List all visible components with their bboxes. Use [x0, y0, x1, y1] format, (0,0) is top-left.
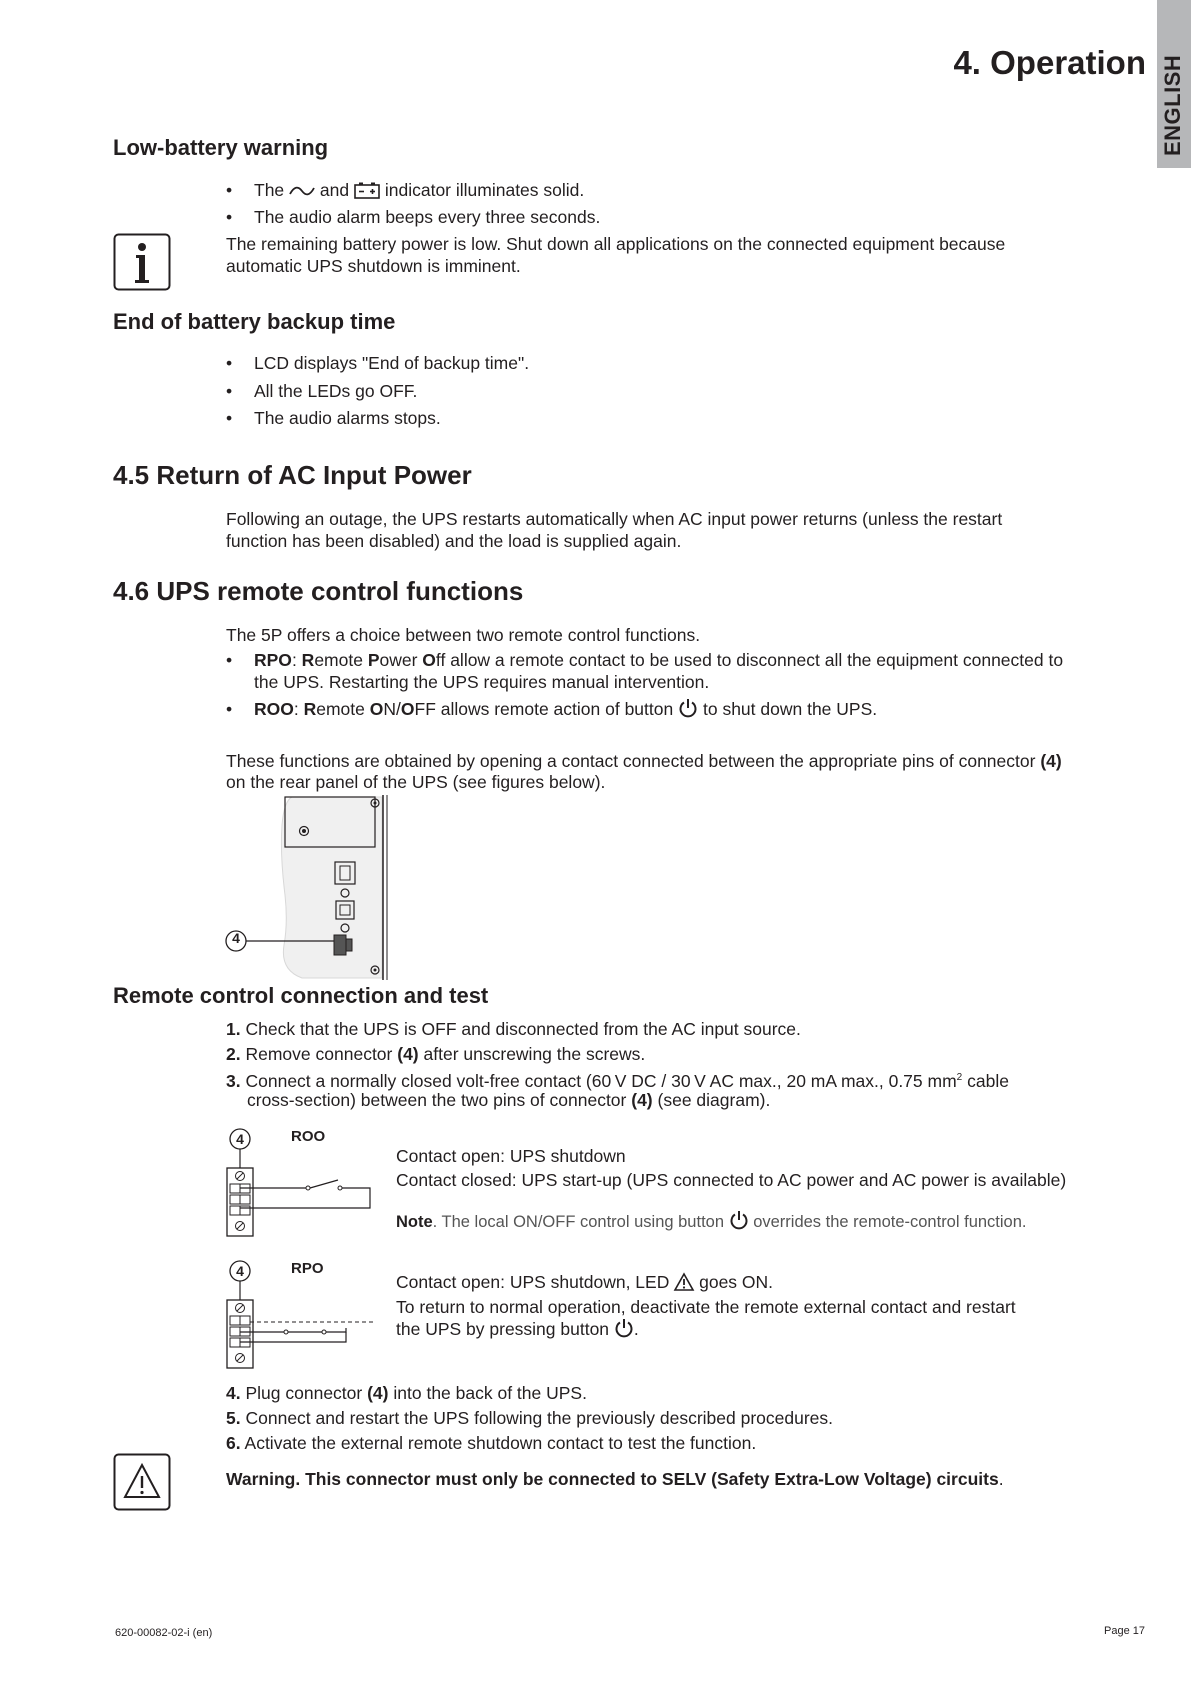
roo-contact-open: Contact open: UPS shutdown: [396, 1146, 626, 1166]
info-icon: [113, 233, 171, 296]
step-5: 5. Connect and restart the UPS following the previously described procedures.: [226, 1408, 834, 1428]
section-4-6-heading: 4.6 UPS remote control functions: [113, 576, 524, 606]
roo-callout: 4: [236, 1131, 244, 1147]
roo-contact-closed: Contact closed: UPS start-up (UPS connected to AC power and AC power is available): [396, 1170, 1067, 1190]
roo-bullet: • ROO: Remote ON/OFF allows remote action of button to shut down the UPS.: [254, 698, 877, 720]
rpo-return-line-1: To return to normal operation, deactivate the remote external contact and restart: [396, 1297, 1016, 1317]
low-battery-bullet-1: • The and indicator illuminates solid.: [254, 179, 584, 201]
rpo-bullet: • RPO: Remote Power Off allow a remote contact to be used to disconnect all the equipment connected to: [254, 649, 1063, 671]
low-battery-info-line-1: The remaining battery power is low. Shut down all applications on the connected equipment because: [226, 234, 1006, 254]
low-battery-info-line-2: automatic UPS shutdown is imminent.: [226, 256, 521, 276]
language-tab: [1157, 0, 1191, 168]
rpo-return-line-2: the UPS by pressing button .: [396, 1319, 639, 1339]
rear-panel-callout: 4: [232, 930, 240, 946]
step-6: 6. Activate the external remote shutdown contact to test the function.: [226, 1433, 757, 1453]
end-backup-bullet-3: • The audio alarms stops.: [254, 407, 441, 429]
step-3: 3. Connect a normally closed volt-free contact (60 V DC / 30 V AC max., 20 mA max., 0.75 $mm^2$ cable: [226, 1070, 1009, 1091]
roo-note: Note. The local ON/OFF control using button overrides the remote-control function.: [396, 1210, 1027, 1233]
rpo-bullet-line-2: the UPS. Restarting the UPS requires manual intervention.: [254, 672, 710, 692]
power-button-icon: [729, 1210, 749, 1230]
step-1: 1. Check that the UPS is OFF and disconnected from the AC input source.: [226, 1019, 801, 1039]
roo-diagram: [226, 1128, 376, 1243]
chapter-title: 4. Operation: [953, 44, 1146, 81]
roo-label: ROO: [291, 1128, 326, 1145]
rpo-diagram: [226, 1260, 376, 1375]
rpo-callout: 4: [236, 1263, 244, 1279]
power-button-icon: [678, 698, 698, 718]
power-button-icon: [614, 1318, 634, 1338]
footer-doc-id: 620-00082-02-i (en): [115, 1627, 213, 1639]
end-backup-bullet-1: • LCD displays "End of backup time".: [254, 352, 529, 374]
language-tab-label: ENGLISH: [1160, 54, 1185, 156]
low-battery-bullet-2: • The audio alarm beeps every three seconds.: [254, 206, 600, 228]
footer-page-number: Page 17: [1104, 1625, 1145, 1637]
section-4-5-heading: 4.5 Return of AC Input Power: [113, 460, 472, 490]
led-warning-icon: [674, 1273, 694, 1291]
rear-panel-figure: [222, 795, 402, 985]
section-4-5-line-1: Following an outage, the UPS restarts automatically when AC input power returns (unless the restart: [226, 509, 1003, 529]
section-4-5-line-2: function has been disabled) and the load is supplied again.: [226, 531, 682, 551]
remote-test-heading: Remote control connection and test: [113, 983, 489, 1008]
warning-icon: [113, 1453, 171, 1516]
section-4-6-intro: The 5P offers a choice between two remote control functions.: [226, 625, 701, 645]
step-4: 4. Plug connector (4) into the back of the UPS.: [226, 1383, 587, 1403]
rpo-label: RPO: [291, 1260, 324, 1277]
functions-line-1: These functions are obtained by opening a contact connected between the appropriate pins of connector (4): [226, 751, 1062, 771]
selv-warning: Warning. This connector must only be connected to SELV (Safety Extra-Low Voltage) circuits.: [226, 1469, 1004, 1489]
end-backup-bullet-2: • All the LEDs go OFF.: [254, 380, 417, 402]
rpo-contact-open: Contact open: UPS shutdown, LED goes ON.: [396, 1272, 774, 1292]
step-3-line-2: cross-section) between the two pins of connector (4) (see diagram).: [247, 1090, 771, 1110]
ac-sine-icon: [289, 183, 315, 199]
low-battery-heading: Low-battery warning: [113, 135, 329, 160]
functions-line-2: on the rear panel of the UPS (see figures below).: [226, 772, 606, 792]
battery-icon: [354, 182, 380, 199]
step-2: 2. Remove connector (4) after unscrewing the screws.: [226, 1044, 646, 1064]
end-backup-heading: End of battery backup time: [113, 309, 396, 334]
